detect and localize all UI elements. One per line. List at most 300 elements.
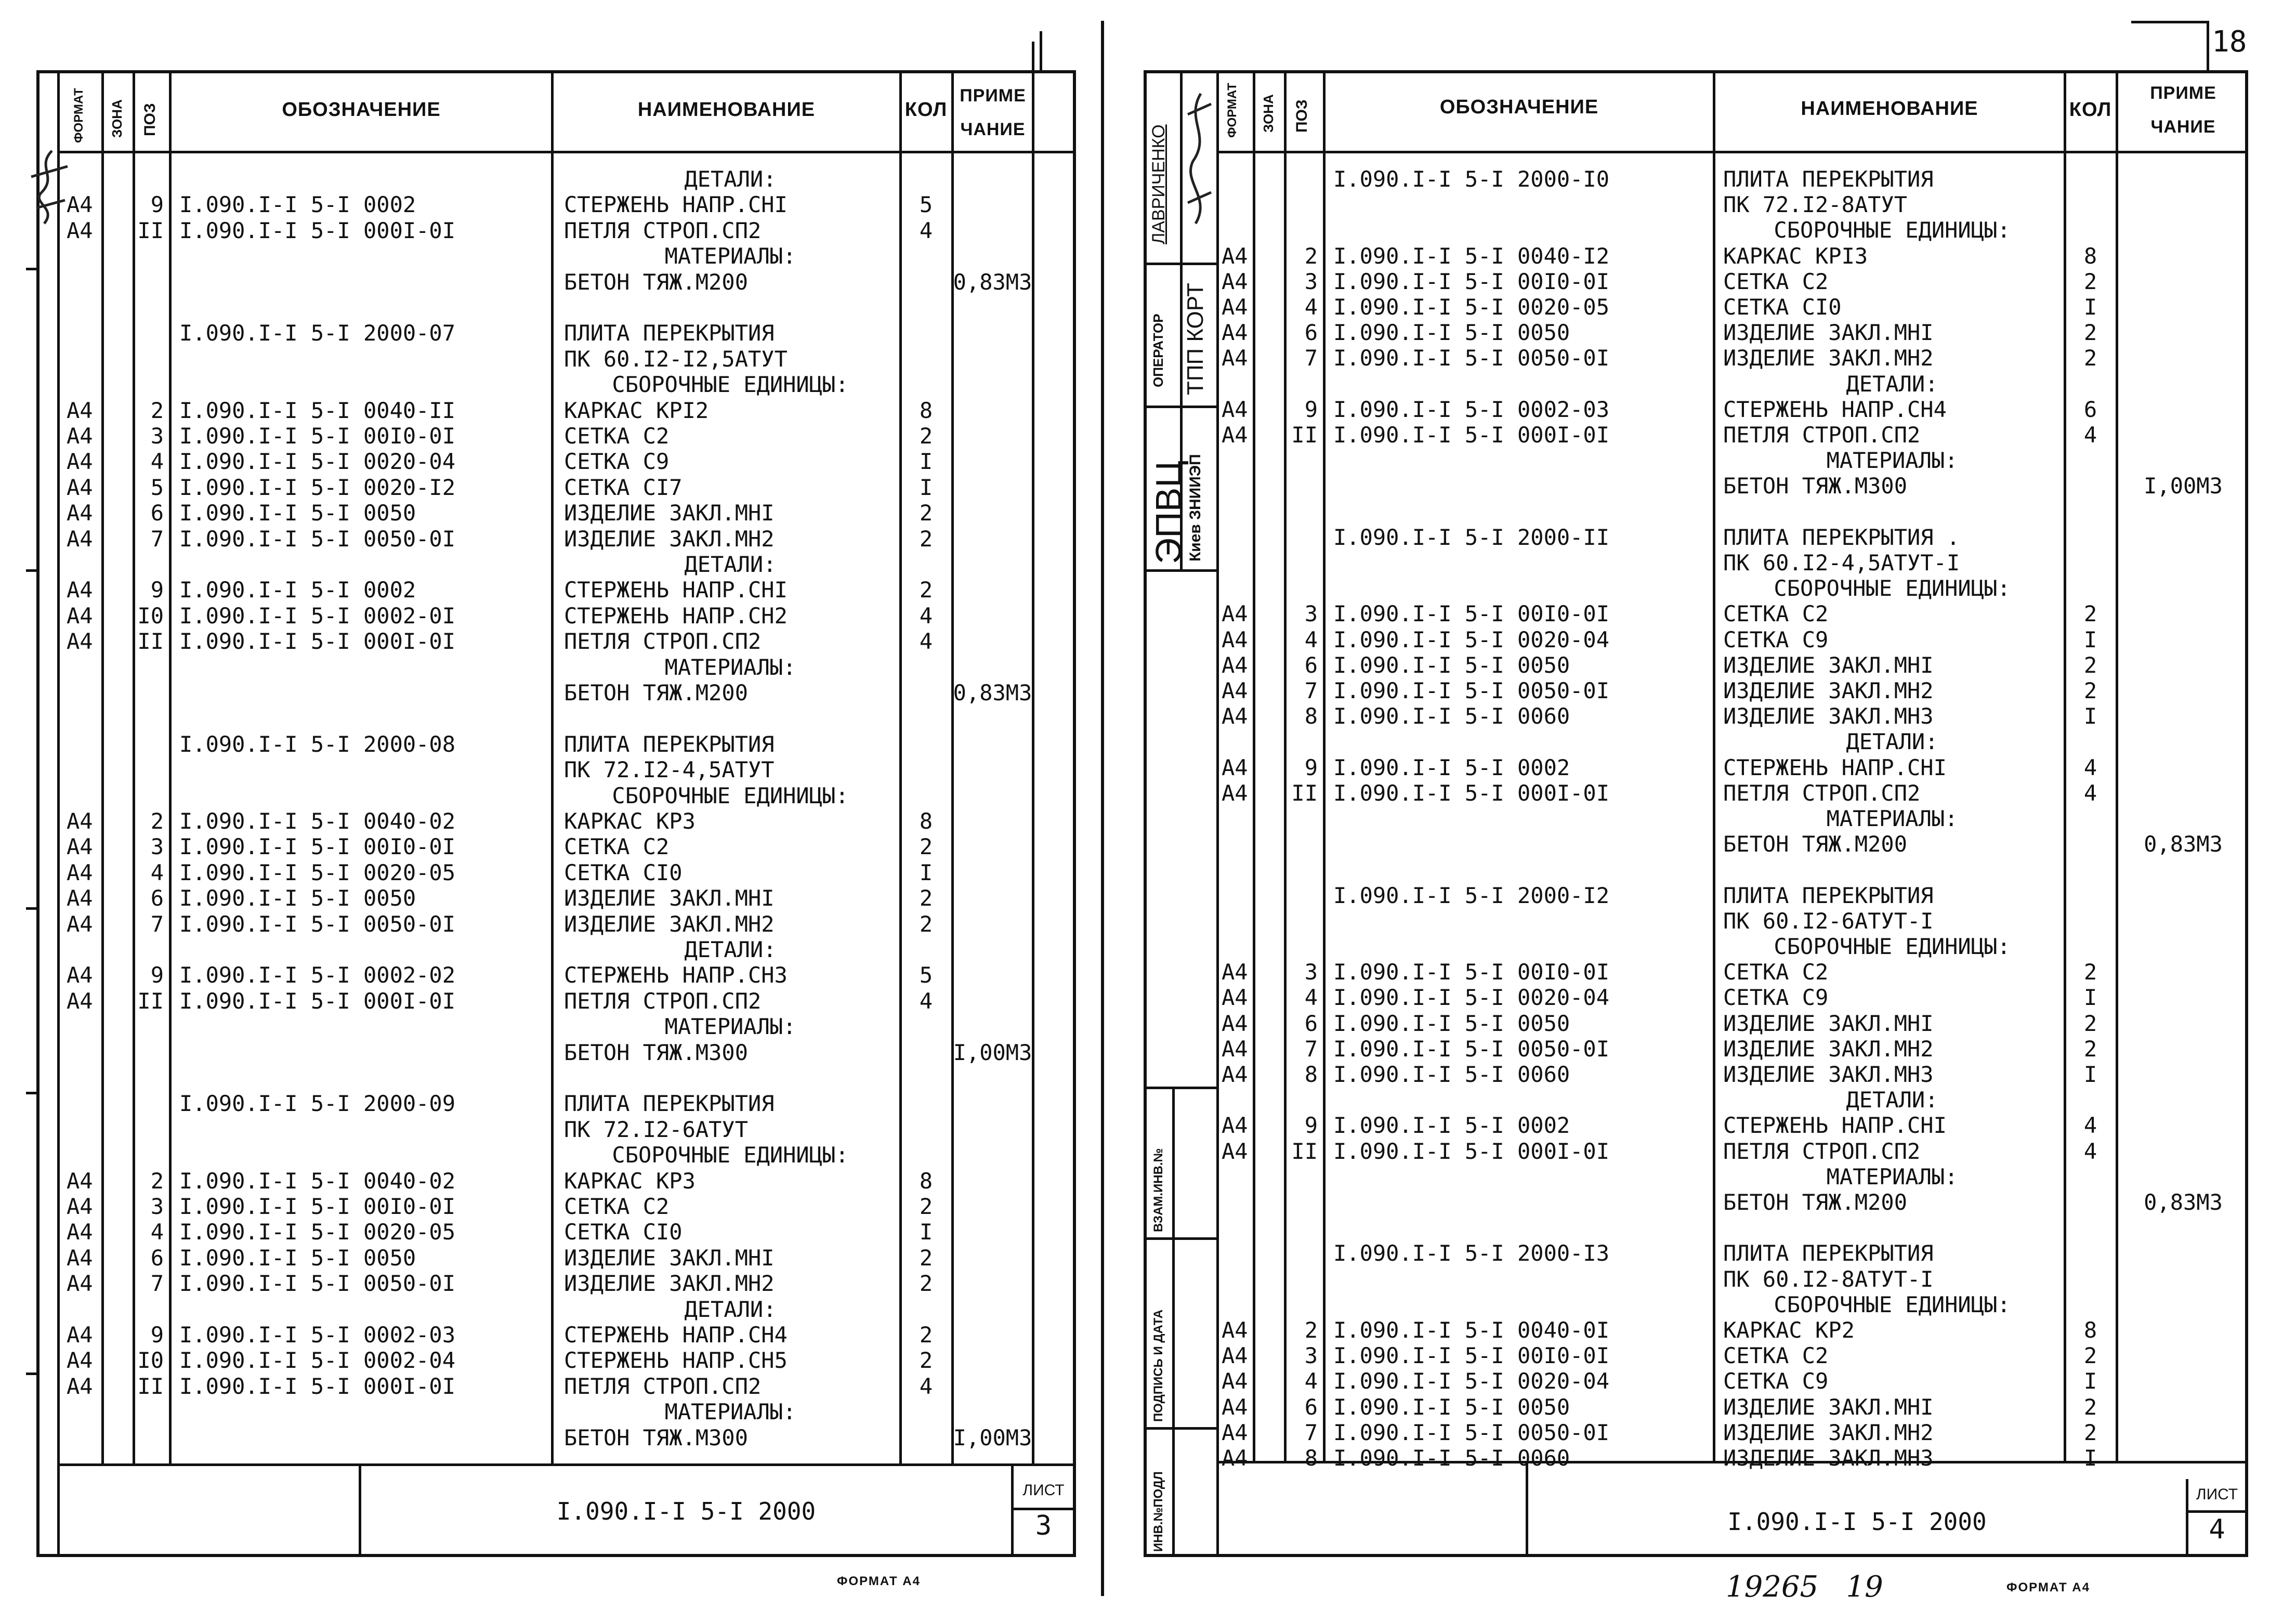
name-cell: ИЗДЕЛИЕ ЗАКЛ.МНI: [564, 885, 775, 911]
left-header-note-1: ПРИМЕ: [960, 86, 1026, 106]
designation-cell: I.090.I-I 5-I 0050: [1333, 320, 1570, 346]
quantity-cell: 4: [2083, 1138, 2097, 1164]
table-row: [0, 423, 2296, 447]
name-cell: СБОРОЧНЫЕ ЕДИНИЦЫ:: [1774, 934, 2011, 959]
name-cell: СЕТКА С2: [564, 834, 670, 860]
designation-cell: I.090.I-I 5-I 2000-I3: [1333, 1240, 1610, 1266]
name-cell: ИЗДЕЛИЕ ЗАКЛ.МН3: [1723, 703, 1934, 729]
poz-cell: 2: [150, 1168, 164, 1194]
name-cell: МАТЕРИАЛЫ:: [1826, 448, 1958, 474]
format-cell: А4: [1222, 268, 1248, 294]
name-cell: МАТЕРИАЛЫ:: [1826, 1164, 1958, 1189]
poz-cell: 3: [1304, 268, 1318, 294]
designation-cell: I.090.I-I 5-I 0020-04: [1333, 985, 1610, 1011]
right-stamp-org: ЭПВЦ: [1148, 460, 1189, 564]
designation-cell: I.090.I-I 5-I 00I0-0I: [179, 1194, 456, 1219]
poz-cell: 4: [1304, 294, 1318, 320]
quantity-cell: I: [2083, 626, 2097, 652]
designation-cell: I.090.I-I 5-I 0020-05: [179, 859, 456, 885]
designation-cell: I.090.I-I 5-I 0040-0I: [1333, 1317, 1610, 1343]
designation-cell: I.090.I-I 5-I 0050: [1333, 652, 1570, 678]
note-cell: 0,83М3: [953, 269, 1032, 295]
quantity-cell: 8: [919, 1168, 933, 1194]
right-header-format: ФОРМАТ: [1225, 83, 1239, 138]
left-title-code: I.090.I-I 5-I 2000: [556, 1497, 816, 1525]
poz-cell: 7: [1304, 1036, 1318, 1062]
format-cell: А4: [67, 474, 93, 500]
name-cell: ПК 72.I2-4,5АТУТ: [564, 757, 775, 783]
quantity-cell: 4: [2083, 754, 2097, 780]
quantity-cell: 5: [919, 192, 933, 218]
table-row: [0, 1088, 2296, 1112]
table-row: [0, 1012, 2296, 1036]
name-cell: СЕТКА С2: [1723, 601, 1829, 627]
poz-cell: 4: [150, 859, 164, 885]
note-cell: 0,83М3: [2144, 831, 2223, 857]
poz-cell: 6: [1304, 1394, 1318, 1420]
name-cell: ИЗДЕЛИЕ ЗАКЛ.МН2: [564, 911, 775, 937]
left-header-zone: ЗОНА: [109, 99, 125, 138]
left-header-format: ФОРМАТ: [72, 88, 86, 143]
quantity-cell: 5: [919, 962, 933, 988]
poz-cell: 2: [150, 397, 164, 423]
poz-cell: 8: [1304, 703, 1318, 729]
name-cell: СЕТКА С2: [1723, 959, 1829, 985]
name-cell: МАТЕРИАЛЫ:: [1826, 806, 1958, 831]
designation-cell: I.090.I-I 5-I 000I-0I: [179, 1373, 456, 1399]
table-row: [0, 295, 2296, 319]
quantity-cell: I: [2083, 985, 2097, 1011]
designation-cell: I.090.I-I 5-I 0020-04: [1333, 626, 1610, 652]
format-cell: А4: [67, 1373, 93, 1399]
poz-cell: 6: [150, 1245, 164, 1271]
name-cell: ПЕТЛЯ СТРОП.СП2: [1723, 1138, 1921, 1164]
quantity-cell: 8: [919, 397, 933, 423]
left-header-note-2: ЧАНИЕ: [960, 120, 1026, 139]
quantity-cell: I: [2083, 1445, 2097, 1471]
format-cell: А4: [1222, 1394, 1248, 1420]
format-cell: А4: [67, 808, 93, 834]
name-cell: СТЕРЖЕНЬ НАПР.СНI: [1723, 1113, 1947, 1139]
table-row: [0, 960, 2296, 984]
name-cell: ИЗДЕЛИЕ ЗАКЛ.МН3: [1723, 1062, 1934, 1087]
name-cell: ДЕТАЛИ:: [684, 552, 777, 577]
note-cell: 0,83М3: [953, 680, 1032, 705]
designation-cell: I.090.I-I 5-I 0002: [1333, 754, 1570, 780]
table-row: [0, 1369, 2296, 1393]
name-cell: СБОРОЧНЫЕ ЕДИНИЦЫ:: [612, 1142, 849, 1168]
quantity-cell: 2: [2083, 959, 2097, 985]
name-cell: БЕТОН ТЯЖ.М200: [1723, 1189, 1908, 1215]
format-cell: А4: [67, 526, 93, 552]
quantity-cell: 2: [2083, 1036, 2097, 1062]
left-header-name: НАИМЕНОВАНИЕ: [637, 99, 816, 121]
quantity-cell: 2: [2083, 652, 2097, 678]
format-cell: А4: [1222, 1062, 1248, 1087]
name-cell: ПЛИТА ПЕРЕКРЫТИЯ: [1723, 166, 1934, 192]
format-cell: А4: [1222, 959, 1248, 985]
right-sheet-label: ЛИСТ: [2196, 1486, 2238, 1503]
poz-cell: 7: [1304, 678, 1318, 703]
quantity-cell: 8: [919, 808, 933, 834]
format-cell: А4: [1222, 345, 1248, 371]
quantity-cell: 2: [919, 423, 933, 449]
format-cell: А4: [1222, 396, 1248, 422]
quantity-cell: 8: [2083, 1317, 2097, 1343]
designation-cell: I.090.I-I 5-I 0002-03: [179, 1322, 456, 1348]
designation-cell: I.090.I-I 5-I 0060: [1333, 703, 1570, 729]
format-cell: А4: [1222, 1010, 1248, 1036]
quantity-cell: 4: [2083, 422, 2097, 448]
poz-cell: 2: [1304, 243, 1318, 269]
poz-cell: 7: [150, 526, 164, 552]
poz-cell: 6: [1304, 320, 1318, 346]
name-cell: БЕТОН ТЯЖ.М200: [1723, 831, 1908, 857]
format-cell: А4: [1222, 626, 1248, 652]
right-header-poz: ПОЗ: [1293, 99, 1310, 133]
name-cell: СБОРОЧНЫЕ ЕДИНИЦЫ:: [1774, 576, 2011, 602]
table-row: [0, 781, 2296, 805]
designation-cell: I.090.I-I 5-I 00I0-0I: [1333, 268, 1610, 294]
note-cell: 0,83М3: [2144, 1189, 2223, 1215]
name-cell: ДЕТАЛИ:: [1846, 371, 1938, 397]
name-cell: ИЗДЕЛИЕ ЗАКЛ.МНI: [1723, 320, 1934, 346]
table-row: [0, 1191, 2296, 1214]
poz-cell: 2: [1304, 1317, 1318, 1343]
table-row: [0, 858, 2296, 882]
name-cell: СЕТКА С9: [564, 449, 670, 475]
format-cell: А4: [1222, 703, 1248, 729]
designation-cell: I.090.I-I 5-I 0040-02: [179, 1168, 456, 1194]
right-stamp-org-sub: Киев ЗНИИЭП: [1187, 454, 1204, 561]
format-cell: А4: [1222, 422, 1248, 448]
name-cell: СТЕРЖЕНЬ НАПР.СН4: [1723, 396, 1947, 422]
name-cell: БЕТОН ТЯЖ.М300: [564, 1424, 749, 1450]
name-cell: ИЗДЕЛИЕ ЗАКЛ.МНI: [564, 500, 775, 526]
designation-cell: I.090.I-I 5-I 000I-0I: [1333, 1138, 1610, 1164]
name-cell: ПЛИТА ПЕРЕКРЫТИЯ: [1723, 1240, 1934, 1266]
poz-cell: 4: [150, 1219, 164, 1245]
format-cell: А4: [67, 1194, 93, 1219]
table-row: [0, 1267, 2296, 1291]
table-row: [0, 729, 2296, 757]
designation-cell: I.090.I-I 5-I 00I0-0I: [1333, 959, 1610, 985]
format-cell: А4: [1222, 678, 1248, 703]
designation-cell: I.090.I-I 5-I 0002: [1333, 1113, 1570, 1139]
format-cell: А4: [1222, 1419, 1248, 1445]
format-cell: А4: [1222, 1317, 1248, 1343]
designation-cell: I.090.I-I 5-I 0050-0I: [1333, 345, 1610, 371]
right-header-designation: ОБОЗНАЧЕНИЕ: [1439, 96, 1599, 118]
poz-cell: 8: [1304, 1062, 1318, 1087]
table-row: [0, 832, 2296, 856]
right-header-zone: ЗОНА: [1261, 94, 1276, 133]
quantity-cell: 4: [919, 603, 933, 629]
designation-cell: I.090.I-I 5-I 0050-0I: [1333, 678, 1610, 703]
quantity-cell: 4: [919, 217, 933, 243]
format-cell: А4: [1222, 1445, 1248, 1471]
name-cell: ИЗДЕЛИЕ ЗАКЛ.МНI: [1723, 652, 1934, 678]
format-cell: А4: [67, 1348, 93, 1374]
name-cell: ИЗДЕЛИЕ ЗАКЛ.МН2: [1723, 678, 1934, 703]
format-cell: А4: [1222, 1138, 1248, 1164]
left-header-poz: ПОЗ: [141, 103, 159, 136]
name-cell: СБОРОЧНЫЕ ЕДИНИЦЫ:: [1774, 1291, 2011, 1317]
format-cell: А4: [67, 449, 93, 475]
poz-cell: II: [1291, 422, 1318, 448]
table-row: [0, 244, 2296, 268]
table-row: [0, 1293, 2296, 1317]
right-sheet-number: 4: [2209, 1514, 2225, 1545]
poz-cell: 9: [150, 1322, 164, 1348]
designation-cell: I.090.I-I 5-I 0060: [1333, 1445, 1570, 1471]
table-row: [0, 372, 2296, 396]
poz-cell: 4: [1304, 985, 1318, 1011]
designation-cell: I.090.I-I 5-I 0020-05: [1333, 294, 1610, 320]
name-cell: ИЗДЕЛИЕ ЗАКЛ.МН3: [1723, 1445, 1934, 1471]
format-cell: А4: [67, 962, 93, 988]
poz-cell: II: [137, 1373, 164, 1399]
quantity-cell: 2: [2083, 1010, 2097, 1036]
name-cell: СЕТКА СI0: [1723, 294, 1842, 320]
poz-cell: I0: [137, 603, 164, 629]
name-cell: КАРКАС КР2: [1723, 1317, 1855, 1343]
quantity-cell: 4: [2083, 780, 2097, 806]
name-cell: ПЛИТА ПЕРЕКРЫТИЯ .: [1723, 524, 1960, 550]
table-row: [0, 1165, 2296, 1189]
poz-cell: 4: [1304, 1368, 1318, 1394]
name-cell: ДЕТАЛИ:: [1846, 729, 1938, 755]
designation-cell: I.090.I-I 5-I 00I0-0I: [179, 834, 456, 860]
name-cell: КАРКАС КР3: [564, 1168, 696, 1194]
name-cell: БЕТОН ТЯЖ.М200: [564, 680, 749, 705]
name-cell: ПЕТЛЯ СТРОП.СП2: [564, 1373, 762, 1399]
right-title-code: I.090.I-I 5-I 2000: [1727, 1508, 1987, 1536]
poz-cell: 7: [150, 911, 164, 937]
name-cell: СЕТКА СI0: [564, 1219, 683, 1245]
poz-cell: 3: [1304, 959, 1318, 985]
poz-cell: 3: [1304, 1343, 1318, 1369]
designation-cell: I.090.I-I 5-I 0040-02: [179, 808, 456, 834]
name-cell: СТЕРЖЕНЬ НАПР.СНI: [564, 192, 788, 218]
format-cell: А4: [67, 1219, 93, 1245]
table-row: [0, 909, 2296, 933]
left-header-line: [57, 151, 1076, 153]
name-cell: ПК 60.I2-4,5АТУТ-I: [1723, 550, 1960, 576]
name-cell: ПЛИТА ПЕРЕКРЫТИЯ: [564, 320, 775, 346]
table-row: [0, 1395, 2296, 1419]
name-cell: ИЗДЕЛИЕ ЗАКЛ.МН2: [564, 1271, 775, 1297]
format-cell: А4: [1222, 754, 1248, 780]
designation-cell: I.090.I-I 5-I 0050-0I: [1333, 1419, 1610, 1445]
name-cell: КАРКАС КРI2: [564, 397, 709, 423]
name-cell: МАТЕРИАЛЫ:: [664, 1399, 796, 1425]
name-cell: ДЕТАЛИ:: [684, 1296, 777, 1322]
table-row: [0, 1421, 2296, 1445]
format-cell: А4: [67, 397, 93, 423]
quantity-cell: 2: [919, 1348, 933, 1374]
right-stamp-operator: ОПЕРАТОР: [1150, 313, 1166, 387]
designation-cell: I.090.I-I 5-I 0002-02: [179, 962, 456, 988]
quantity-cell: I: [2083, 294, 2097, 320]
quantity-cell: 2: [919, 577, 933, 603]
table-row: [0, 449, 2296, 473]
poz-cell: II: [137, 629, 164, 655]
format-cell: А4: [67, 217, 93, 243]
table-row: [0, 806, 2296, 834]
name-cell: ПЕТЛЯ СТРОП.СП2: [564, 629, 762, 655]
format-cell: А4: [67, 423, 93, 449]
table-row: [0, 882, 2296, 911]
poz-cell: 9: [1304, 396, 1318, 422]
quantity-cell: 2: [2083, 268, 2097, 294]
name-cell: БЕТОН ТЯЖ.М300: [1723, 473, 1908, 499]
designation-cell: I.090.I-I 5-I 00I0-0I: [1333, 1343, 1610, 1369]
left-header-designation: ОБОЗНАЧЕНИЕ: [282, 99, 441, 121]
name-cell: СЕТКА С2: [1723, 1343, 1829, 1369]
right-footer-format: ФОРМАТ А4: [2006, 1580, 2090, 1594]
left-sheet-number: 3: [1035, 1510, 1052, 1541]
format-cell: А4: [67, 577, 93, 603]
name-cell: СЕТКА С2: [1723, 268, 1829, 294]
poz-cell: 5: [150, 474, 164, 500]
name-cell: ПЕТЛЯ СТРОП.СП2: [1723, 422, 1921, 448]
table-row: [0, 652, 2296, 680]
table-row: [0, 551, 2296, 575]
format-cell: А4: [1222, 243, 1248, 269]
poz-cell: II: [137, 988, 164, 1014]
poz-cell: 7: [1304, 1419, 1318, 1445]
designation-cell: I.090.I-I 5-I 2000-I0: [1333, 166, 1610, 192]
poz-cell: 9: [150, 577, 164, 603]
name-cell: ДЕТАЛИ:: [1846, 1087, 1938, 1113]
designation-cell: I.090.I-I 5-I 0020-04: [1333, 1368, 1610, 1394]
table-row: [0, 679, 2296, 703]
name-cell: СБОРОЧНЫЕ ЕДИНИЦЫ:: [612, 372, 849, 398]
table-row: [0, 193, 2296, 217]
quantity-cell: 4: [919, 629, 933, 655]
designation-cell: I.090.I-I 5-I 2000-I2: [1333, 882, 1610, 908]
designation-cell: I.090.I-I 5-I 0050-0I: [179, 911, 456, 937]
poz-cell: 4: [1304, 626, 1318, 652]
designation-cell: I.090.I-I 5-I 0050: [1333, 1394, 1570, 1420]
table-row: [0, 500, 2296, 524]
poz-cell: II: [137, 217, 164, 243]
table-row: [0, 1063, 2296, 1087]
right-footer-handwritten: 19265 19: [1726, 1570, 1883, 1604]
poz-cell: 3: [150, 423, 164, 449]
quantity-cell: 2: [919, 885, 933, 911]
format-cell: А4: [1222, 294, 1248, 320]
name-cell: ПК 60.I2-6АТУТ-I: [1723, 908, 1934, 934]
right-page-number: 18: [2212, 25, 2247, 59]
name-cell: БЕТОН ТЯЖ.М300: [564, 1039, 749, 1065]
right-stamp-inv: ИНВ.№ПОДЛ: [1151, 1471, 1165, 1552]
poz-cell: 7: [1304, 345, 1318, 371]
table-row: [0, 1140, 2296, 1164]
name-cell: ПК 72.I2-8АТУТ: [1723, 192, 1908, 218]
designation-cell: I.090.I-I 5-I 000I-0I: [179, 988, 456, 1014]
table-row: [0, 1344, 2296, 1368]
format-cell: А4: [67, 500, 93, 526]
designation-cell: I.090.I-I 5-I 0020-05: [179, 1219, 456, 1245]
format-cell: А4: [67, 192, 93, 218]
format-cell: А4: [67, 834, 93, 860]
quantity-cell: 2: [919, 911, 933, 937]
quantity-cell: 2: [919, 1322, 933, 1348]
designation-cell: I.090.I-I 5-I 0040-II: [179, 397, 456, 423]
poz-cell: 3: [150, 834, 164, 860]
format-cell: А4: [67, 629, 93, 655]
table-row: [0, 576, 2296, 603]
quantity-cell: 2: [2083, 320, 2097, 346]
name-cell: ДЕТАЛИ:: [684, 937, 777, 962]
quantity-cell: 2: [2083, 345, 2097, 371]
quantity-cell: 2: [919, 500, 933, 526]
right-tb-line: [2186, 1510, 2248, 1513]
quantity-cell: 2: [2083, 1419, 2097, 1445]
name-cell: ИЗДЕЛИЕ ЗАКЛ.МНI: [564, 1245, 775, 1271]
quantity-cell: 2: [919, 1194, 933, 1219]
quantity-cell: 2: [919, 1245, 933, 1271]
designation-cell: I.090.I-I 5-I 000I-0I: [179, 629, 456, 655]
poz-cell: 3: [150, 1194, 164, 1219]
poz-cell: 9: [1304, 754, 1318, 780]
format-cell: А4: [67, 1245, 93, 1271]
table-row: [0, 935, 2296, 959]
format-cell: А4: [1222, 320, 1248, 346]
name-cell: МАТЕРИАЛЫ:: [664, 654, 796, 680]
designation-cell: I.090.I-I 5-I 2000-08: [179, 731, 456, 757]
name-cell: ПЕТЛЯ СТРОП.СП2: [1723, 780, 1921, 806]
name-cell: СЕТКА СI7: [564, 474, 683, 500]
name-cell: ИЗДЕЛИЕ ЗАКЛ.МНI: [1723, 1394, 1934, 1420]
table-row: [0, 1241, 2296, 1265]
poz-cell: 6: [1304, 652, 1318, 678]
table-row: [0, 1446, 2296, 1470]
poz-cell: 6: [150, 885, 164, 911]
poz-cell: 7: [150, 1271, 164, 1297]
right-header-note-2: ЧАНИЕ: [2150, 117, 2216, 137]
poz-cell: 6: [1304, 1010, 1318, 1036]
table-row: [0, 321, 2296, 345]
quantity-cell: 2: [2083, 678, 2097, 703]
name-cell: ИЗДЕЛИЕ ЗАКЛ.МН2: [1723, 345, 1934, 371]
name-cell: СТЕРЖЕНЬ НАПР.СН5: [564, 1348, 788, 1374]
quantity-cell: 2: [2083, 1343, 2097, 1369]
table-row: [0, 346, 2296, 370]
quantity-cell: 2: [919, 834, 933, 860]
table-row: [0, 270, 2296, 294]
quantity-cell: I: [919, 474, 933, 500]
designation-cell: I.090.I-I 5-I 0002: [179, 192, 416, 218]
quantity-cell: 2: [919, 1271, 933, 1297]
designation-cell: I.090.I-I 5-I 00I0-0I: [1333, 601, 1610, 627]
name-cell: СЕТКА С9: [1723, 1368, 1829, 1394]
name-cell: ПЛИТА ПЕРЕКРЫТИЯ: [1723, 882, 1934, 908]
format-cell: А4: [1222, 601, 1248, 627]
table-row: [0, 704, 2296, 728]
designation-cell: I.090.I-I 5-I 0020-04: [179, 449, 456, 475]
name-cell: СТЕРЖЕНЬ НАПР.СНI: [1723, 754, 1947, 780]
format-cell: А4: [1222, 1343, 1248, 1369]
designation-cell: I.090.I-I 5-I 2000-07: [179, 320, 456, 346]
designation-cell: I.090.I-I 5-I 0040-I2: [1333, 243, 1610, 269]
name-cell: СЕТКА С2: [564, 423, 670, 449]
format-cell: А4: [67, 1168, 93, 1194]
name-cell: ПК 72.I2-6АТУТ: [564, 1116, 749, 1142]
designation-cell: I.090.I-I 5-I 000I-0I: [1333, 422, 1610, 448]
